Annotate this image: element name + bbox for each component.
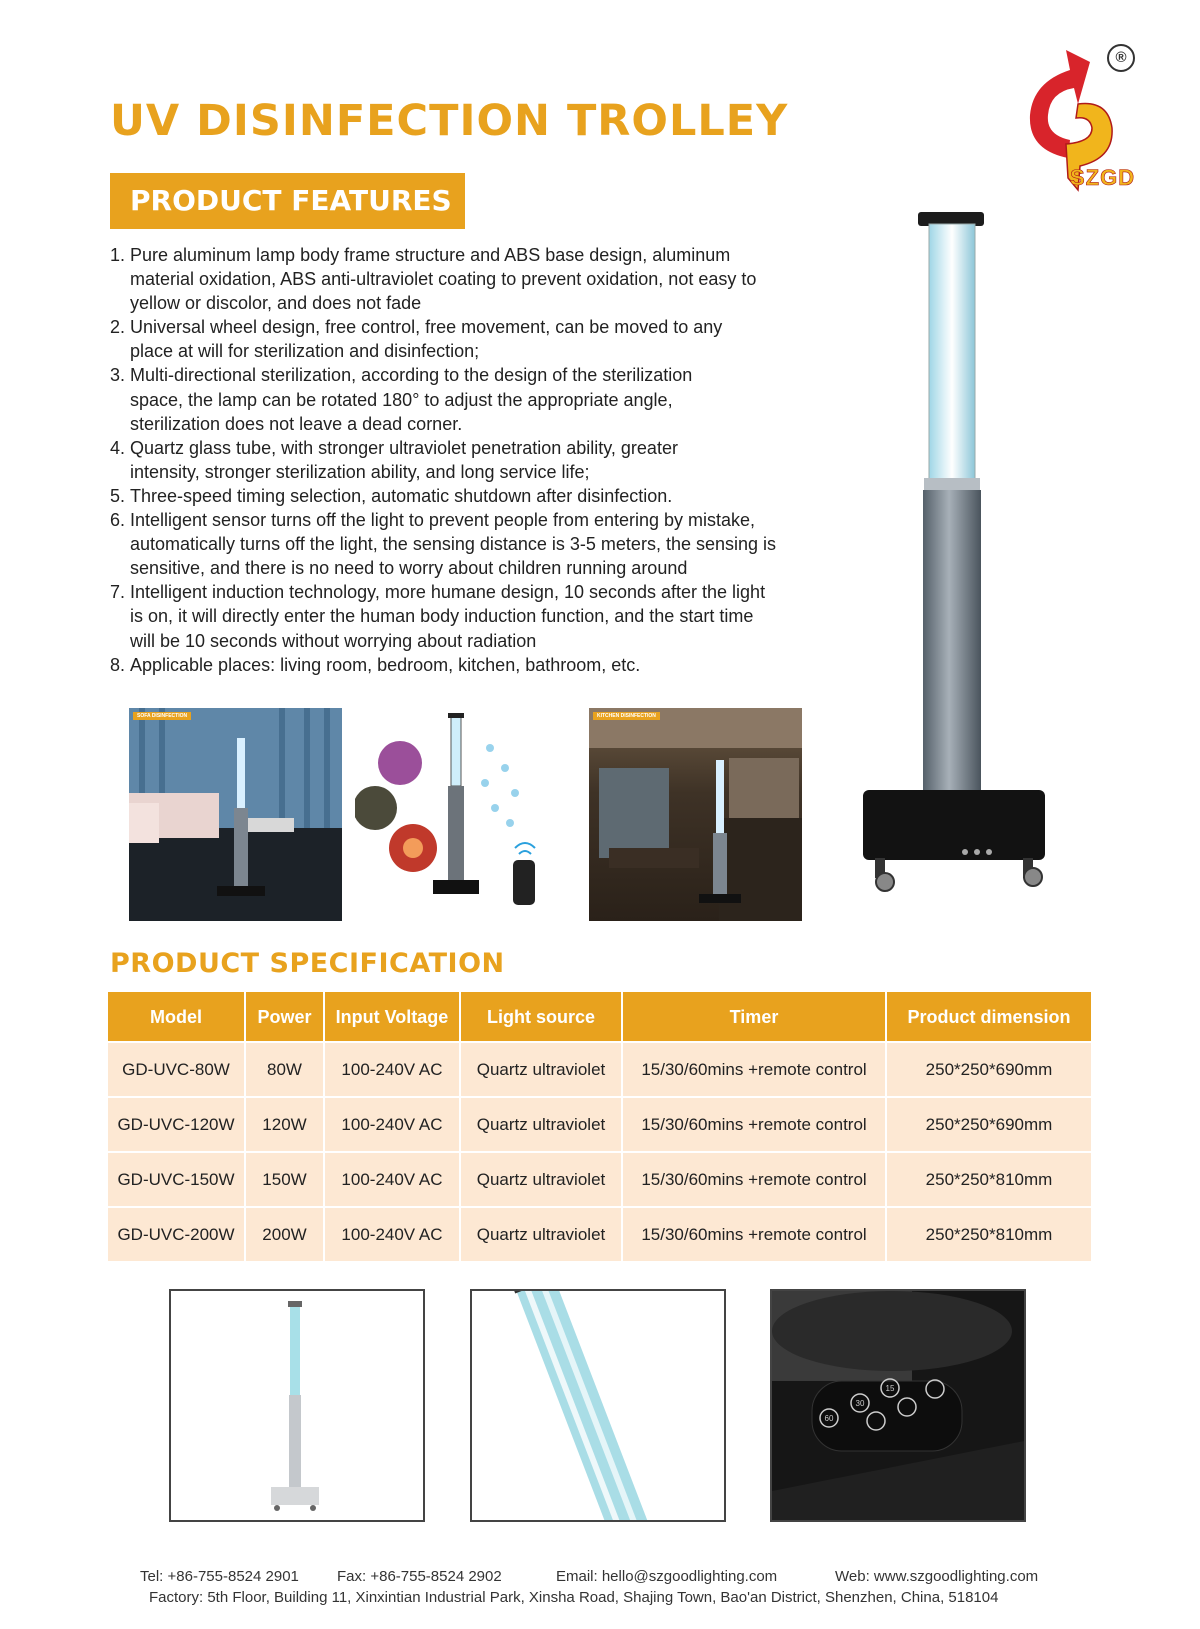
table-cell: GD-UVC-120W (108, 1097, 245, 1152)
uv-trolley-product-image (855, 210, 1055, 920)
page-title: UV DISINFECTION TROLLEY (110, 96, 789, 146)
feature-item: 6. Intelligent sensor turns off the light to prevent people from entering by mistake, automatically turns off the light, the sensing distance is 3-5 meters, the sensing is sensitive, and there is no need to worry about children running around (110, 510, 777, 579)
table-cell: 15/30/60mins +remote control (622, 1152, 886, 1207)
column-header: Product dimension (886, 992, 1091, 1042)
table-cell: 100-240V AC (324, 1042, 460, 1097)
table-cell: 200W (245, 1207, 324, 1261)
spec-table (108, 992, 1091, 1261)
table-cell: 250*250*690mm (886, 1097, 1091, 1152)
timer-30-button: 30 (855, 1399, 865, 1408)
full-product-photo (169, 1289, 425, 1522)
column-header: Timer (622, 992, 886, 1042)
sofa-disinfection-tag: SOFA DISINFECTION (133, 712, 191, 720)
table-row (108, 1042, 1091, 1097)
spec-heading: PRODUCT SPECIFICATION (110, 948, 505, 979)
column-header: Power (245, 992, 324, 1042)
footer-tel: Tel: +86-755-8524 2901 (140, 1568, 299, 1585)
table-row (108, 1152, 1091, 1207)
table-cell: Quartz ultraviolet (460, 1097, 622, 1152)
uv-tube-closeup-photo (470, 1289, 726, 1522)
table-cell: 150W (245, 1152, 324, 1207)
table-cell: 250*250*810mm (886, 1207, 1091, 1261)
registered-mark: ® (1107, 44, 1135, 72)
living-room-photo (129, 708, 342, 921)
kitchen-disinfection-tag: KITCHEN DISINFECTION (593, 712, 660, 720)
feature-item: 5. Three-speed timing selection, automatic shutdown after disinfection. (110, 485, 673, 506)
brand-name: SZGD (1070, 165, 1136, 190)
timer-60-button: 60 (824, 1414, 834, 1423)
table-cell: 15/30/60mins +remote control (622, 1097, 886, 1152)
table-cell: GD-UVC-80W (108, 1042, 245, 1097)
table-cell: 120W (245, 1097, 324, 1152)
footer-address: Factory: 5th Floor, Building 11, Xinxintian Industrial Park, Xinsha Road, Shajing Town, Bao'an District, Shenzhen, China, 518104 (149, 1589, 999, 1606)
timer-15-button: 15 (885, 1384, 895, 1393)
feature-item: 7. Intelligent induction technology, more humane design, 10 seconds after the light is on, it will directly enter the human body induction function, and the start time will be 10 seconds without worrying about radiation (110, 582, 766, 651)
control-panel-closeup-photo (770, 1289, 1026, 1522)
table-cell: Quartz ultraviolet (460, 1042, 622, 1097)
table-cell: GD-UVC-150W (108, 1152, 245, 1207)
table-cell: 250*250*690mm (886, 1042, 1091, 1097)
kitchen-photo (589, 708, 802, 921)
feature-item: 3. Multi-directional sterilization, according to the design of the sterilization space, the lamp can be rotated 180° to adjust the appropriate angle, sterilization does not leave a dead corner. (110, 365, 693, 434)
column-header: Model (108, 992, 245, 1042)
footer-web: Web: www.szgoodlighting.com (835, 1568, 1039, 1585)
feature-item: 2. Universal wheel design, free control, free movement, can be moved to any place at will for sterilization and disinfection; (110, 317, 723, 362)
table-header-row (108, 992, 1091, 1042)
table-row (108, 1097, 1091, 1152)
table-row (108, 1207, 1091, 1261)
footer-fax: Fax: +86-755-8524 2902 (337, 1568, 502, 1585)
table-cell: Quartz ultraviolet (460, 1152, 622, 1207)
table-cell: 80W (245, 1042, 324, 1097)
column-header: Light source (460, 992, 622, 1042)
table-cell: 15/30/60mins +remote control (622, 1207, 886, 1261)
feature-item: 8. Applicable places: living room, bedroom, kitchen, bathroom, etc. (110, 654, 641, 675)
table-cell: 250*250*810mm (886, 1152, 1091, 1207)
column-header: Input Voltage (324, 992, 460, 1042)
features-heading: PRODUCT FEATURES (110, 173, 465, 229)
sterilization-illustration (355, 708, 560, 921)
table-cell: Quartz ultraviolet (460, 1207, 622, 1261)
table-cell: 100-240V AC (324, 1152, 460, 1207)
table-cell: 100-240V AC (324, 1097, 460, 1152)
table-cell: 15/30/60mins +remote control (622, 1042, 886, 1097)
feature-item: 1. Pure aluminum lamp body frame structure and ABS base design, aluminum material oxidation, ABS anti-ultraviolet coating to prevent oxidation, not easy to yellow or discolor, and does not fade (110, 245, 757, 314)
table-cell: GD-UVC-200W (108, 1207, 245, 1261)
features-list (110, 243, 810, 677)
table-cell: 100-240V AC (324, 1207, 460, 1261)
feature-item: 4. Quartz glass tube, with stronger ultraviolet penetration ability, greater intensity, stronger sterilization ability, and long service life; (110, 437, 678, 482)
footer-email: Email: hello@szgoodlighting.com (556, 1568, 778, 1585)
